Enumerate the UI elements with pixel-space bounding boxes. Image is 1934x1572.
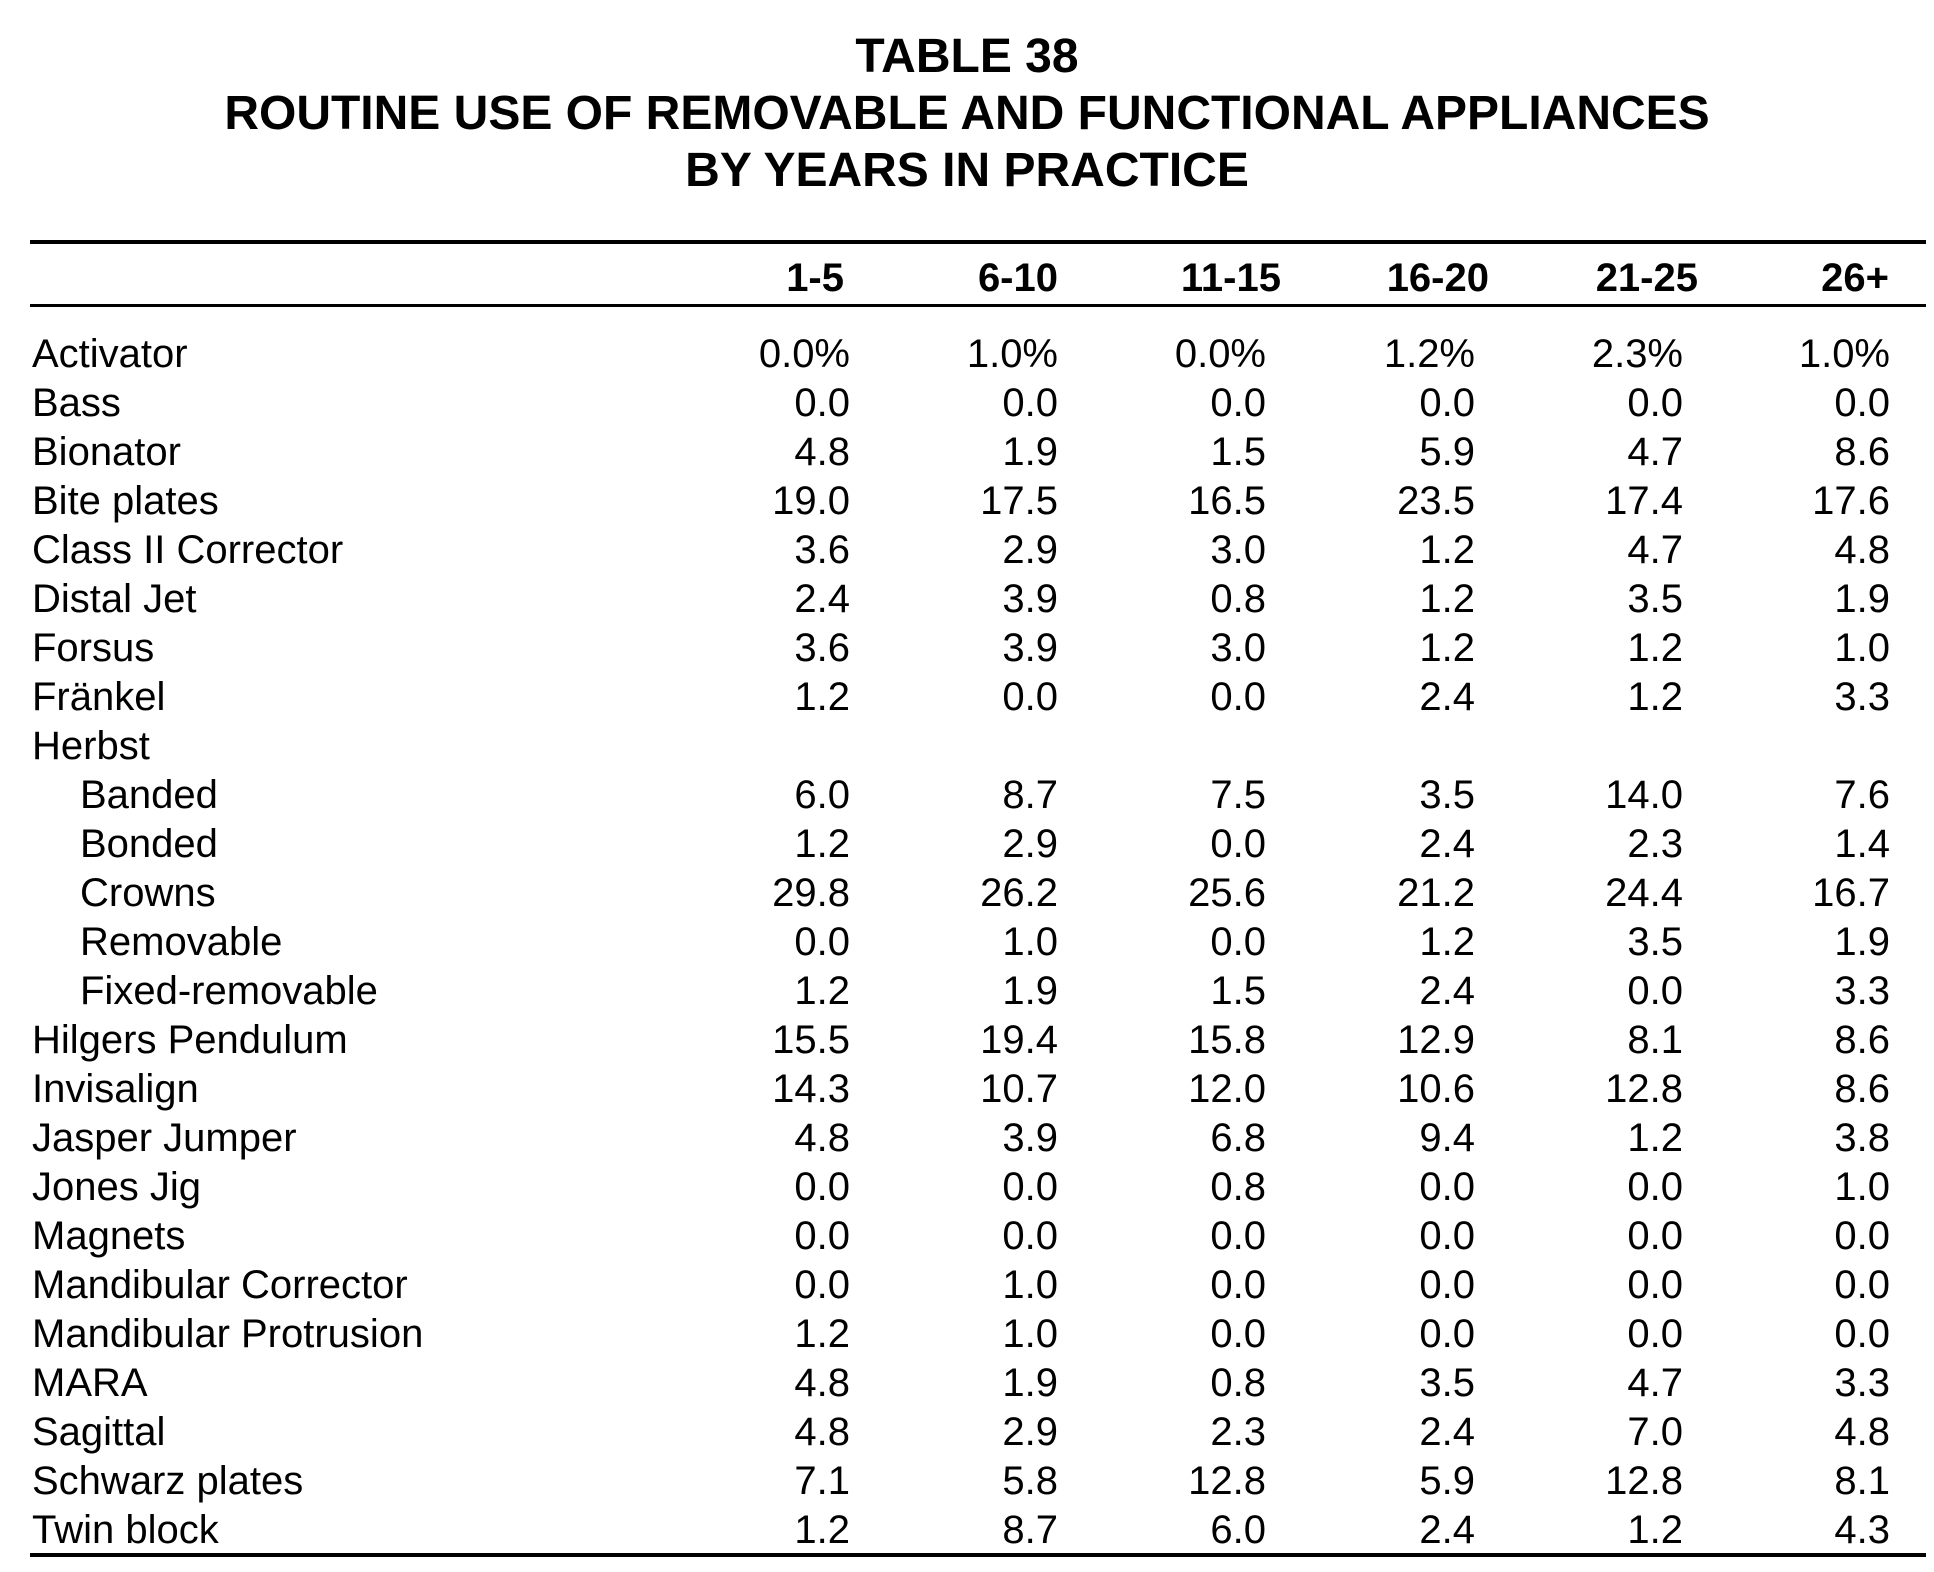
table-cell: 5.9: [1419, 1459, 1475, 1503]
table-cell: 6.0: [1210, 1508, 1266, 1552]
table-cell: 7.6: [1834, 773, 1890, 817]
table-cell: 1.2: [1419, 920, 1475, 964]
table-cell: 0.0: [1002, 675, 1058, 719]
row-label: Jones Jig: [32, 1165, 201, 1209]
table-cell: 2.3: [1627, 822, 1683, 866]
table-cell: 2.4: [794, 577, 850, 621]
table-cell: 1.9: [1002, 1361, 1058, 1405]
row-label: Crowns: [80, 871, 216, 915]
table-cell: 2.4: [1419, 1410, 1475, 1454]
table-cell: 0.0: [1419, 1263, 1475, 1307]
table-title-block: [0, 28, 1934, 199]
row-label: Banded: [80, 773, 218, 817]
table-cell: 0.0: [1002, 1165, 1058, 1209]
table-cell: 1.5: [1210, 430, 1266, 474]
table-cell: 8.7: [1002, 1508, 1058, 1552]
table-cell: 17.6: [1812, 479, 1890, 523]
table-cell: 1.5: [1210, 969, 1266, 1013]
table-cell: 1.9: [1834, 577, 1890, 621]
row-label: Distal Jet: [32, 577, 197, 621]
table-cell: 1.0%: [1798, 332, 1890, 376]
table-cell: 4.8: [1834, 1410, 1890, 1454]
table-cell: 1.0: [1002, 920, 1058, 964]
table-cell: 0.0: [1419, 1165, 1475, 1209]
table-cell: 6.0: [794, 773, 850, 817]
table-cell: 8.7: [1002, 773, 1058, 817]
table-cell: 4.8: [794, 430, 850, 474]
table-cell: 5.8: [1002, 1459, 1058, 1503]
table-cell: 1.2: [1419, 528, 1475, 572]
table-cell: 3.5: [1419, 773, 1475, 817]
table-cell: 4.8: [794, 1410, 850, 1454]
table-cell: 29.8: [772, 871, 850, 915]
table-cell: 0.0: [794, 1165, 850, 1209]
top-rule: [30, 240, 1926, 244]
table-cell: 1.2: [1419, 577, 1475, 621]
table-cell: 0.0: [1627, 1263, 1683, 1307]
table-subtitle: BY YEARS IN PRACTICE: [685, 144, 1249, 197]
table-cell: 1.0: [1834, 1165, 1890, 1209]
row-label: Hilgers Pendulum: [32, 1018, 348, 1062]
row-label: Schwarz plates: [32, 1459, 304, 1503]
table-cell: 4.3: [1834, 1508, 1890, 1552]
table-cell: 14.0: [1605, 773, 1683, 817]
table-cell: 1.2: [794, 969, 850, 1013]
table-cell: 1.9: [1002, 430, 1058, 474]
table-cell: 21.2: [1397, 871, 1475, 915]
table-cell: 1.0: [1002, 1312, 1058, 1356]
table-cell: 4.7: [1627, 1361, 1683, 1405]
table-cell: 3.9: [1002, 1116, 1058, 1160]
column-header: 26+: [1821, 256, 1889, 300]
table-cell: 3.3: [1834, 1361, 1890, 1405]
table-cell: 3.8: [1834, 1116, 1890, 1160]
table-cell: 1.2: [1627, 626, 1683, 670]
row-label: Bionator: [32, 430, 181, 474]
table-cell: 0.0: [1002, 1214, 1058, 1258]
row-label: Twin block: [32, 1508, 219, 1552]
table-cell: 3.5: [1627, 920, 1683, 964]
table-cell: 8.6: [1834, 430, 1890, 474]
table-cell: 0.0: [1210, 822, 1266, 866]
row-label: Jasper Jumper: [32, 1116, 297, 1160]
table-cell: 7.5: [1210, 773, 1266, 817]
table-cell: 3.6: [794, 528, 850, 572]
table-cell: 0.0: [1834, 1312, 1890, 1356]
table-cell: 2.9: [1002, 822, 1058, 866]
table-cell: 3.9: [1002, 577, 1058, 621]
table-cell: 1.2: [1419, 626, 1475, 670]
table-cell: 23.5: [1397, 479, 1475, 523]
table-cell: 2.4: [1419, 675, 1475, 719]
table-cell: 12.8: [1605, 1459, 1683, 1503]
table-cell: 2.3: [1210, 1410, 1266, 1454]
row-label: Bite plates: [32, 479, 219, 523]
table-cell: 12.9: [1397, 1018, 1475, 1062]
table-cell: 17.4: [1605, 479, 1683, 523]
table-cell: 3.3: [1834, 675, 1890, 719]
table-cell: 4.8: [794, 1116, 850, 1160]
table-cell: 3.5: [1627, 577, 1683, 621]
table-cell: 0.0: [1419, 381, 1475, 425]
table-cell: 2.9: [1002, 528, 1058, 572]
column-header: 16-20: [1386, 256, 1489, 300]
row-label: Removable: [80, 920, 283, 964]
table-cell: 1.2%: [1383, 332, 1475, 376]
table-cell: 0.0: [1834, 381, 1890, 425]
table-cell: 10.7: [980, 1067, 1058, 1111]
table-cell: 7.1: [794, 1459, 850, 1503]
row-label: Fixed-removable: [80, 969, 378, 1013]
table-cell: 6.8: [1210, 1116, 1266, 1160]
table-cell: 0.0%: [758, 332, 850, 376]
table-cell: 0.0: [1627, 381, 1683, 425]
table-cell: 1.2: [794, 822, 850, 866]
table-cell: 0.0%: [1174, 332, 1266, 376]
table-cell: 3.0: [1210, 528, 1266, 572]
table-number: TABLE 38: [855, 30, 1079, 83]
table-cell: 2.9: [1002, 1410, 1058, 1454]
table-cell: 16.5: [1188, 479, 1266, 523]
row-label: Mandibular Corrector: [32, 1263, 408, 1307]
table-cell: 15.8: [1188, 1018, 1266, 1062]
table-cell: 7.0: [1627, 1410, 1683, 1454]
row-label: MARA: [32, 1361, 148, 1405]
table-cell: 0.0: [1210, 1263, 1266, 1307]
table-cell: 0.0: [1627, 1312, 1683, 1356]
table-cell: 12.8: [1605, 1067, 1683, 1111]
row-label: Mandibular Protrusion: [32, 1312, 424, 1356]
table-cell: 0.0: [1834, 1263, 1890, 1307]
table-title: ROUTINE USE OF REMOVABLE AND FUNCTIONAL APPLIANCES: [224, 87, 1710, 140]
table-cell: 0.0: [1210, 1214, 1266, 1258]
table-cell: 1.2: [1627, 675, 1683, 719]
table-cell: 3.0: [1210, 626, 1266, 670]
table-cell: 0.0: [1627, 969, 1683, 1013]
table-cell: 4.7: [1627, 528, 1683, 572]
table-cell: 2.4: [1419, 1508, 1475, 1552]
table-cell: 4.8: [1834, 528, 1890, 572]
table-cell: 0.0: [1210, 920, 1266, 964]
table-cell: 0.0: [794, 1263, 850, 1307]
column-header: 21-25: [1595, 256, 1698, 300]
table-cell: 26.2: [980, 871, 1058, 915]
table-cell: 0.0: [1627, 1165, 1683, 1209]
table-cell: 3.9: [1002, 626, 1058, 670]
table-cell: 0.0: [1002, 381, 1058, 425]
table-cell: 0.0: [1419, 1214, 1475, 1258]
table-cell: 19.0: [772, 479, 850, 523]
table-cell: 15.5: [772, 1018, 850, 1062]
table-cell: 0.0: [794, 381, 850, 425]
table-cell: 17.5: [980, 479, 1058, 523]
table-cell: 0.8: [1210, 1361, 1266, 1405]
table-cell: 1.2: [794, 1312, 850, 1356]
column-header: 11-15: [1180, 256, 1281, 300]
table-cell: 3.3: [1834, 969, 1890, 1013]
table-cell: 0.0: [794, 1214, 850, 1258]
table-cell: 0.0: [1210, 1312, 1266, 1356]
row-label: Magnets: [32, 1214, 186, 1258]
row-label: Invisalign: [32, 1067, 199, 1111]
table-cell: 1.9: [1002, 969, 1058, 1013]
table-cell: 9.4: [1419, 1116, 1475, 1160]
row-label: Sagittal: [32, 1410, 166, 1454]
row-label: Fränkel: [32, 675, 166, 719]
table-cell: 19.4: [980, 1018, 1058, 1062]
table-cell: 1.2: [794, 675, 850, 719]
table-cell: 0.8: [1210, 1165, 1266, 1209]
row-label: Bonded: [80, 822, 218, 866]
table-cell: 0.0: [1210, 675, 1266, 719]
table-cell: 0.8: [1210, 577, 1266, 621]
row-label: Activator: [32, 332, 188, 376]
table-cell: 4.8: [794, 1361, 850, 1405]
table-cell: 2.4: [1419, 822, 1475, 866]
table-cell: 0.0: [794, 920, 850, 964]
table-cell: 8.1: [1627, 1018, 1683, 1062]
table-cell: 1.0: [1002, 1263, 1058, 1307]
table-cell: 1.2: [1627, 1116, 1683, 1160]
row-label: Forsus: [32, 626, 155, 670]
table-cell: 0.0: [1210, 381, 1266, 425]
table-cell: 3.5: [1419, 1361, 1475, 1405]
table-cell: 14.3: [772, 1067, 850, 1111]
table-cell: 12.0: [1188, 1067, 1266, 1111]
table-cell: 1.4: [1834, 822, 1890, 866]
table-cell: 2.3%: [1591, 332, 1683, 376]
table-cell: 12.8: [1188, 1459, 1266, 1503]
row-label: Herbst: [32, 724, 150, 768]
table-cell: 1.0%: [966, 332, 1058, 376]
table-cell: 0.0: [1419, 1312, 1475, 1356]
table-cell: 8.1: [1834, 1459, 1890, 1503]
table-cell: 8.6: [1834, 1018, 1890, 1062]
table-cell: 3.6: [794, 626, 850, 670]
column-header: 6-10: [977, 256, 1058, 300]
table-cell: 5.9: [1419, 430, 1475, 474]
table-cell: 25.6: [1188, 871, 1266, 915]
table-cell: 8.6: [1834, 1067, 1890, 1111]
row-label: Class II Corrector: [32, 528, 344, 572]
table-cell: 16.7: [1812, 871, 1890, 915]
table-cell: 2.4: [1419, 969, 1475, 1013]
table-cell: 0.0: [1627, 1214, 1683, 1258]
table-cell: 1.2: [794, 1508, 850, 1552]
row-label: Bass: [32, 381, 121, 425]
table-cell: 1.2: [1627, 1508, 1683, 1552]
table-cell: 0.0: [1834, 1214, 1890, 1258]
table-cell: 24.4: [1605, 871, 1683, 915]
table-cell: 1.9: [1834, 920, 1890, 964]
table-cell: 1.0: [1834, 626, 1890, 670]
table-cell: 4.7: [1627, 430, 1683, 474]
table-cell: 10.6: [1397, 1067, 1475, 1111]
column-header: 1-5: [786, 256, 844, 300]
